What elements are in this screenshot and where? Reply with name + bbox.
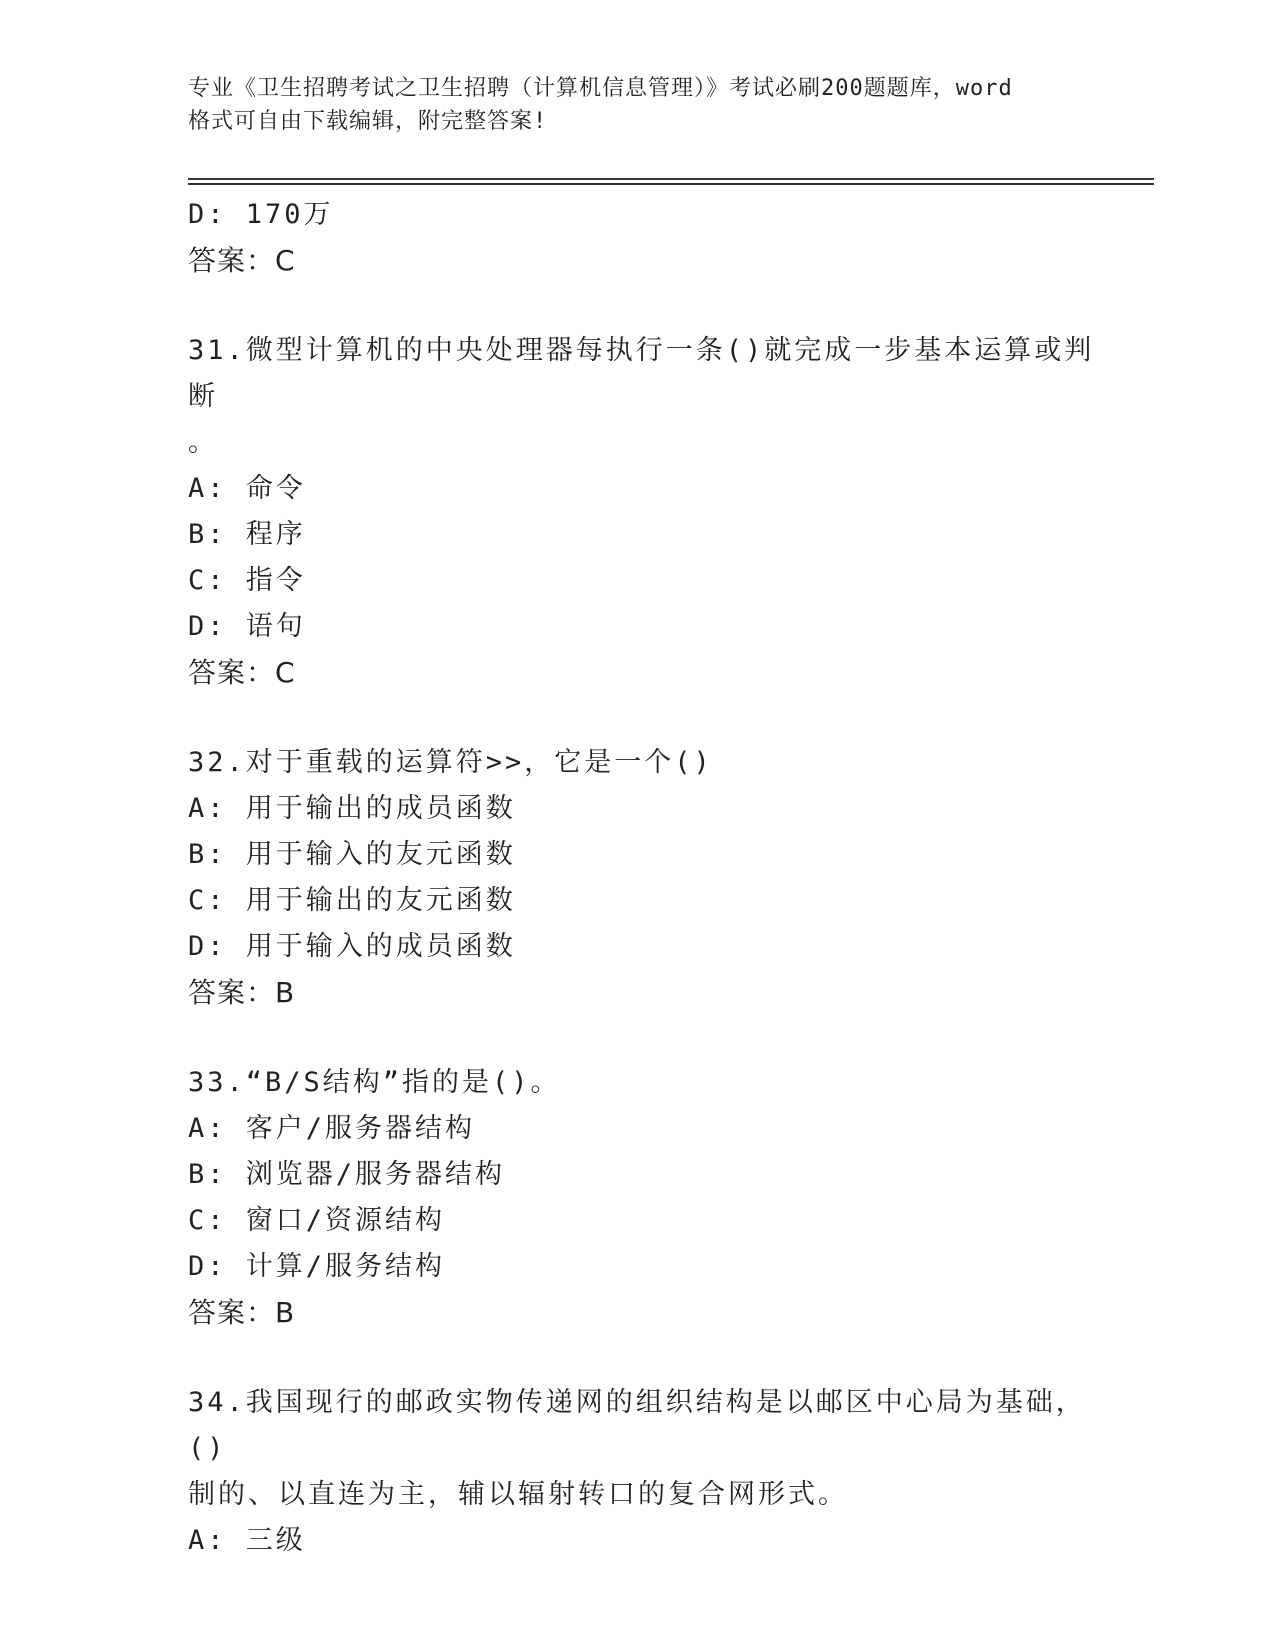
document-header: [188, 72, 1088, 138]
option-a: A: 命令: [188, 473, 306, 504]
option-b: B: 用于输入的友元函数: [188, 839, 516, 870]
option-d: D: 计算/服务结构: [188, 1251, 446, 1282]
question-34: [188, 1380, 1108, 1564]
header-line-2: 格式可自由下载编辑，附完整答案!: [188, 109, 548, 134]
header-line-1: 专业《卫生招聘考试之卫生招聘（计算机信息管理）》考试必刷200题题库，word: [188, 76, 1013, 101]
answer-line: 答案：C: [188, 656, 296, 689]
option-b: B: 浏览器/服务器结构: [188, 1159, 506, 1190]
question-stem-line-1: 34.我国现行的邮政实物传递网的组织结构是以邮区中心局为基础，(): [188, 1387, 1086, 1464]
question-33: [188, 1060, 1108, 1336]
prev-question-tail: [188, 192, 1108, 284]
header-divider-top: [188, 178, 1154, 180]
question-stem-line-2: 制的、以直连为主，辅以辐射转口的复合网形式。: [188, 1479, 848, 1510]
option-d: D: 170万: [188, 199, 334, 230]
option-a: A: 三级: [188, 1525, 306, 1556]
header-divider-bottom: [188, 183, 1154, 185]
question-32: [188, 740, 1108, 1016]
option-b: B: 程序: [188, 519, 306, 550]
answer-line: 答案：B: [188, 1296, 296, 1329]
question-stem-line-1: 31.微型计算机的中央处理器每执行一条()就完成一步基本运算或判断: [188, 335, 1095, 412]
option-d: D: 语句: [188, 611, 306, 642]
option-c: C: 用于输出的友元函数: [188, 885, 516, 916]
document-body: [188, 192, 1108, 1564]
answer-line: 答案：C: [188, 244, 296, 277]
question-31: [188, 328, 1108, 696]
option-d: D: 用于输入的成员函数: [188, 931, 516, 962]
option-c: C: 指令: [188, 565, 306, 596]
question-stem-line-2: 。: [188, 427, 218, 458]
answer-line: 答案：B: [188, 976, 296, 1009]
option-a: A: 客户/服务器结构: [188, 1113, 476, 1144]
question-stem-line-1: 33.“B/S结构”指的是()。: [188, 1067, 561, 1098]
option-c: C: 窗口/资源结构: [188, 1205, 446, 1236]
question-stem-line-1: 32.对于重载的运算符>>，它是一个(): [188, 747, 713, 778]
option-a: A: 用于输出的成员函数: [188, 793, 516, 824]
